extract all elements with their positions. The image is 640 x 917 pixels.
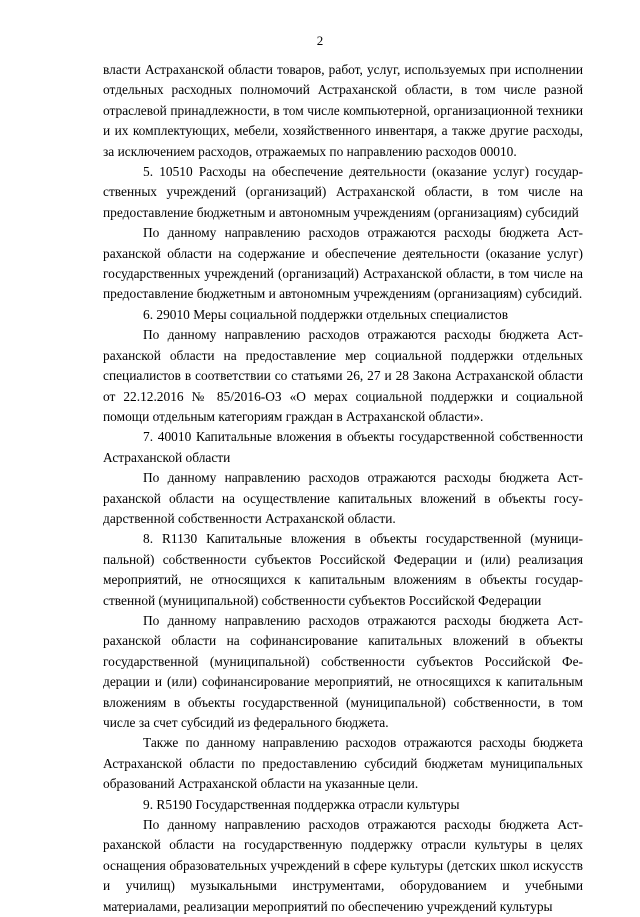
- paragraph-item-6-heading: 6. 29010 Меры социальной поддержки отдельных специалистов: [143, 306, 509, 322]
- paragraph-item-8-body: По данному направлению расходов отражаются расходы бюджета Астраханской области на софинансирование капитальных вложений в объекты государственной (муниципальной) собственности субъектов Российской Федерации и (или) софинансирование мероприятий, не относящихся к капитальным вложениям в объекты государственной (муниципальной) собственности, в том числе за счет субсидий из федерального бюджета.: [103, 612, 583, 730]
- page-number: 2: [316, 33, 324, 48]
- paragraph-item-7-body: По данному направлению расходов отражаются расходы бюджета Астраханской области на осуществление капитальных вложений в объекты государственной собственности Астраханской области.: [103, 470, 583, 526]
- document-body: [103, 60, 583, 917]
- paragraph-item-8-body-extra: Также по данному направлению расходов отражаются расходы бюджета Астраханской области по предоставлению субсидий бюджетам муниципальных образований Астраханской области на указанные цели.: [103, 735, 583, 792]
- paragraph-item-7-heading: 7. 40010 Капитальные вложения в объекты государственной собственности Астраханской области: [103, 429, 583, 465]
- paragraph-item-9-heading: 9. R5190 Государственная поддержка отрасли культуры: [143, 796, 460, 812]
- paragraph-item-5-body: По данному направлению расходов отражаются расходы бюджета Астраханской области на содержание и обеспечение деятельности (оказание услуг) государственных учреждений (организаций) Астраханской области, в том числе на предоставление бюджетным и автономным учреждениям (организациям) субсидий.: [103, 225, 583, 302]
- paragraph-item-5-heading: 5. 10510 Расходы на обеспечение деятельности (оказание услуг) государственных учреждений (организаций) Астраханской области, в том числе на предоставление бюджетным и автономным учреждениям (организациям) субсидий: [103, 164, 583, 220]
- paragraph-continuation: власти Астраханской области товаров, работ, услуг, используемых при исполнении отдельных расходных полномочий Астраханской области, в том числе разной отраслевой принадлежности, в том числе компьютерной, организационной техники и их комплектующих, мебели, хозяйственного инвентаря, а также другие расходы, за исключением расходов, отражаемых по направлению расходов 00010.: [103, 62, 583, 159]
- paragraph-item-6-body: По данному направлению расходов отражаются расходы бюджета Астраханской области на предоставление мер социальной поддержки отдельных специалистов в соответствии со статьями 26, 27 и 28 Закона Астраханской области от 22.12.2016 № 85/2016-ОЗ «О мерах социальной поддержки и социальной помощи отдельным категориям граждан в Астраханской области».: [103, 327, 583, 424]
- paragraph-item-8-heading: 8. R1130 Капитальные вложения в объекты государственной (муниципальной) собственности субъектов Российской Федерации и (или) реализация мероприятий, не относящихся к капитальным вложениям в объекты государственной (муниципальной) собственности субъектов Российской Федерации: [103, 531, 583, 608]
- paragraph-item-9-body: По данному направлению расходов отражаются расходы бюджета Астраханской области на государственную поддержку отрасли культуры в целях оснащения образовательных учреждений в сфере культуры (детских школ искусств и училищ) музыкальными инструментами, оборудованием и учебными материалами, реализации мероприятий по обеспечению учреждений культуры: [103, 817, 583, 914]
